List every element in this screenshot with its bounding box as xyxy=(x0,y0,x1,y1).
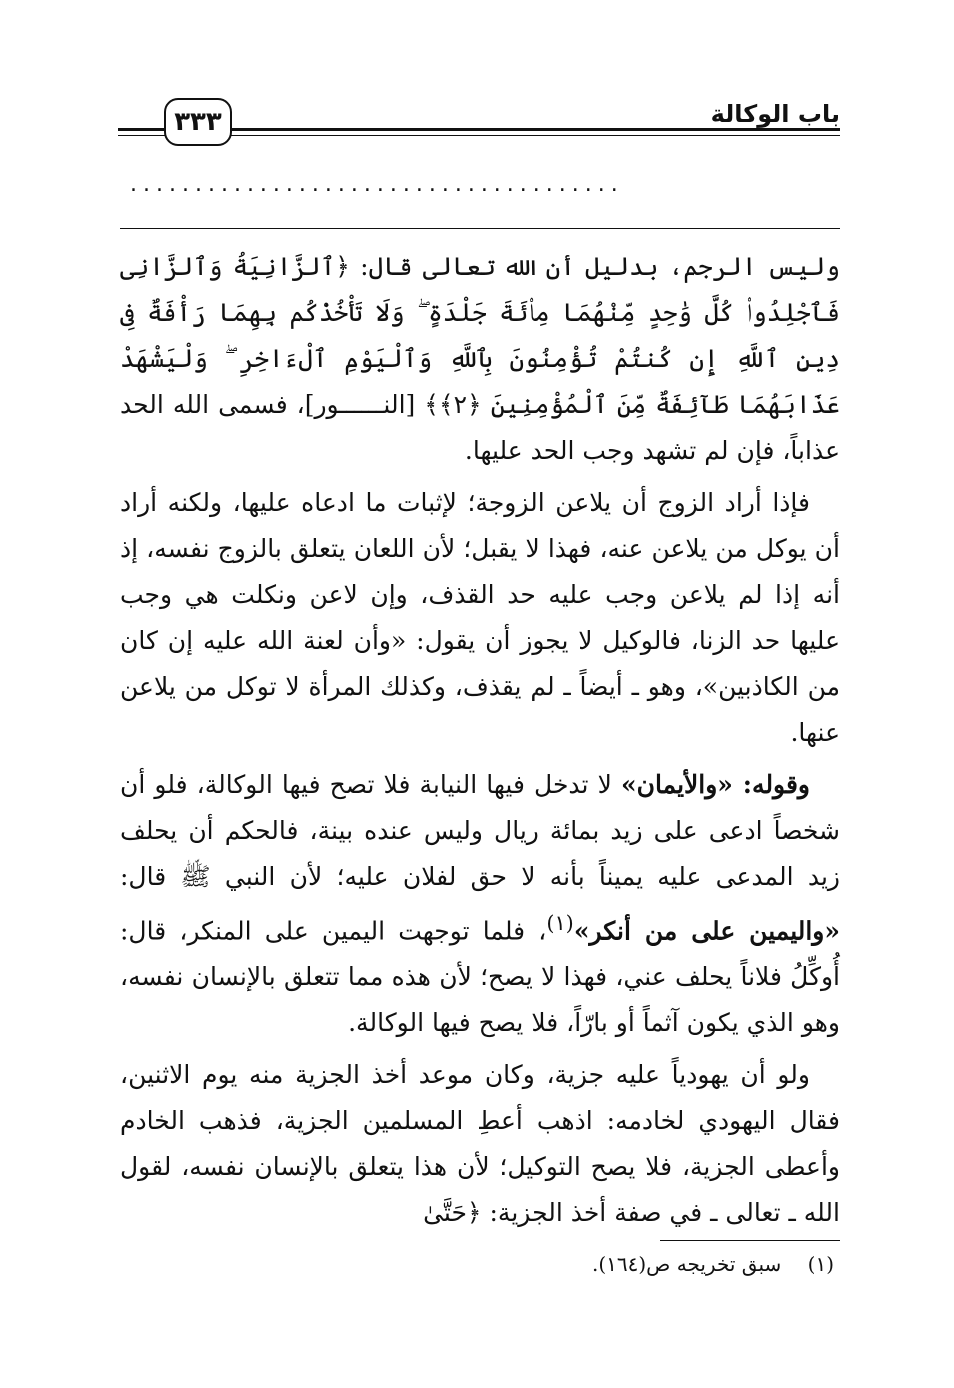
paragraph-2: فإذا أراد الزوج أن يلاعن الزوجة؛ لإثبات ما ادعاه عليها، ولكنه أراد أن يوكل من يلاعن عنه، فهذا لا يقبل؛ لأن اللعان يتعلق بالزوج نفسه، إذ أنه إذا لم يلاعن وجب عليه حد القذف، وإن لاعن ونكلت هي وجب عليها حد الزنا، فالوكيل لا يجوز أن يقول: «وأن لعنة الله عليه إن كان من الكاذبين»، وهو ـ أيضاً ـ لم يقذف، وكذلك المرأة لا توكل من يلاعن عنها. xyxy=(120,488,840,747)
paragraph-3-text-b: ، فلما توجهت اليمين على المنكر، قال: أُوكِّلُ فلاناً يحلف عني، فهذا لا يصح؛ لأن هذه مما تتعلق بالإنسان نفسه، وهو الذي يكون آثماً أو بارّاً، فلا يصح فيها الوكالة. xyxy=(120,916,840,1038)
paragraph-1 xyxy=(120,244,840,474)
paragraph-3-text-a: لا تدخل فيها النيابة فلا تصح فيها الوكالة، فلو أن شخصاً ادعى على زيد بمائة ريال وليس عنده بينة، فالحكم أن يحلف زيد المدعى عليه يميناً بأنه لا حق لفلان عليه؛ لأن النبي ﷺ قال: xyxy=(120,770,840,891)
paragraph-3 xyxy=(120,762,840,1046)
main-text xyxy=(120,244,840,1242)
hadith-quote: «واليمين على من أنكر» xyxy=(573,916,841,946)
header-rule-left xyxy=(118,128,166,131)
footnote-ref: (١) xyxy=(546,911,574,935)
page-number: ٣٣٣ xyxy=(164,98,232,146)
quran-verse: ﴿ٱلزَّانِيَةُ وَٱلزَّانِى فَٱجْلِدُوا۟ كُلَّ وَٰحِدٍ مِّنْهُمَا مِا۟ئَةَ جَلْدَةٍ ۖ وَلَا تَأْخُذْكُم بِهِمَا رَأْفَةٌ فِى دِينِ ٱللَّهِ إِن كُنتُمْ تُؤْمِنُونَ بِٱللَّهِ وَٱلْيَوْمِ ٱلْءَاخِرِ ۖ وَلْيَشْهَدْ عَذَابَهُمَا طَآئِفَةٌ مِّنَ ٱلْمُؤْمِنِينَ ﴿٢﴾﴾ xyxy=(120,252,841,419)
footnote-number: (١) xyxy=(807,1252,834,1276)
paragraph-1-conclusion: [النــــــور]، فسمى الله الحد عذاباً، فإن لم تشهد وجب الحد عليها. xyxy=(120,390,840,465)
paragraph-3-lead: وقوله: «والأيمان» xyxy=(621,770,810,799)
dotted-separator: ...................................... xyxy=(130,172,624,197)
header-rule-thin xyxy=(228,135,840,136)
header-rule xyxy=(228,128,840,131)
page-header xyxy=(118,92,840,152)
footnote-text: سبق تخريجه ص(١٦٤). xyxy=(591,1252,782,1276)
section-rule xyxy=(120,228,840,229)
header-rule-left-thin xyxy=(118,135,166,136)
footnote-rule xyxy=(660,1240,840,1241)
paragraph-1-intro: وليس الرجم، بدليل أن الله تعالى قال: xyxy=(349,252,840,281)
chapter-title: باب الوكالة xyxy=(710,100,840,128)
footnote xyxy=(114,1252,834,1276)
paragraph-4: ولو أن يهودياً عليه جزية، وكان موعد أخذ الجزية منه يوم الاثنين، فقال اليهودي لخادمه: اذهب أعطِ المسلمين الجزية، فذهب الخادم وأعطى الجزية، فلا يصح التوكيل؛ لأن هذا يتعلق بالإنسان نفسه، لقول الله ـ تعالى ـ في صفة أخذ الجزية: ﴿حَتَّىٰ xyxy=(120,1060,840,1228)
